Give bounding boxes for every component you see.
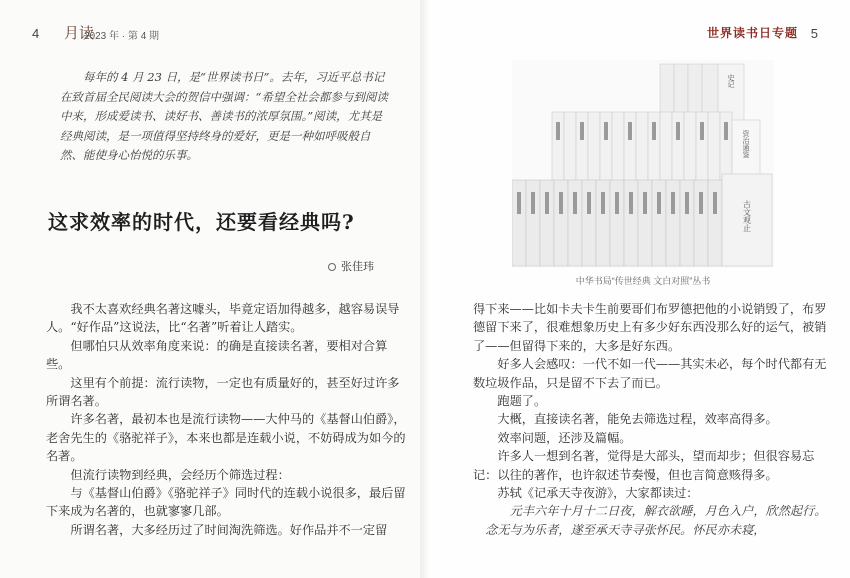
byline xyxy=(328,258,374,274)
body-text-left xyxy=(46,300,410,539)
paragraph: 好多人会感叹：一代不如一代——其实未必，每个时代都有无数垃圾作品，只是留不下去了而已。 xyxy=(473,357,827,390)
paragraph: 许多人一想到名著，觉得是大部头，望而却步；但很容易忘记：以往的著作，也许叙述节奏慢，但也言简意赅得多。 xyxy=(473,449,815,482)
paragraph: 大概，直接读名著，能免去筛选过程，效率高得多。 xyxy=(497,412,778,427)
paragraph: 与《基督山伯爵》《骆驼祥子》同时代的连载小说很多，最后留下来成为名著的，也就寥寥几部。 xyxy=(46,486,406,519)
book-title-shiji: 史记 xyxy=(727,74,735,88)
paragraph: 我不太喜欢经典名著这噱头，毕竟定语加得越多，越容易误导人。“好作品”这说法，比“名著”听着让人踏实。 xyxy=(46,302,400,335)
photo-caption: 中华书局“传世经典 文白对照”丛书 xyxy=(575,276,711,286)
paragraph: 但流行读物到经典，会经历个筛选过程： xyxy=(70,467,290,482)
book-title-guwen: 古文观止 xyxy=(742,200,752,232)
paragraph: 苏轼《记承天寺夜游》，大家都读过： xyxy=(497,486,699,501)
paragraph: 这里有个前提：流行读物，一定也有质量好的，甚至好过许多所谓名著。 xyxy=(46,375,400,409)
page-gutter xyxy=(420,0,430,578)
section-title: 世界读书日专题 xyxy=(706,26,798,40)
paragraph: 跑题了。 xyxy=(497,394,547,409)
paragraph: 所谓名著，大多经历过了时间淘洗筛选。好作品并不一定留 xyxy=(70,522,388,537)
issue-label: 2023 年 · 第 4 期 xyxy=(84,31,160,42)
byline-dot-icon xyxy=(328,263,336,271)
book-title-zizhi: 资治通鉴 xyxy=(742,130,750,158)
intro-text: 每年的 4 月 23 日，是“世界读书日”。去年，习近平总书记在致首届全民阅读大会的贺信中强调：“希望全社会都参与到阅读中来，形成爱读书、读好书、善读书的浓厚氛围。”阅读，尤其是经典阅读，是一项值得坚持终身的爱好，更是一种如呼吸般自然、能使身心怡悦的乐事。 xyxy=(60,70,388,162)
body-text-right xyxy=(473,300,827,539)
paragraph: 效率问题，还涉及篇幅。 xyxy=(497,430,632,445)
book-series-photo xyxy=(512,60,774,268)
paragraph: 但哪怕只从效率角度来说：的确是直接读名著，要相对合算些。 xyxy=(46,338,388,372)
left-page-number: 4 xyxy=(32,26,40,41)
paragraph: 许多名著，最初本也是流行读物——大仲马的《基督山伯爵》，老舍先生的《骆驼祥子》，本来也都是连载小说，不妨碍成为如今的名著。 xyxy=(46,412,406,464)
quoted-passage: 元丰六年十月十二日夜，解衣欲睡，月色入户，欣然起行。念无与为乐者，遂至承天寺寻张怀民。怀民亦未寝， xyxy=(485,504,827,537)
right-page-number: 5 xyxy=(810,26,818,41)
author-name: 张佳玮 xyxy=(341,260,374,273)
paragraph-continuation: 得下来——比如卡夫卡生前要哥们布罗德把他的小说销毁了，布罗德留下来了，很难想象历史上有多少好东西没那么好的运气，被销了——但留得下来的，大多是好东西。 xyxy=(473,302,827,353)
intro-paragraph xyxy=(60,68,390,166)
magazine-logo: 月读 xyxy=(64,24,95,42)
article-title: 这求效率的时代，还要看经典吗? xyxy=(48,210,355,234)
